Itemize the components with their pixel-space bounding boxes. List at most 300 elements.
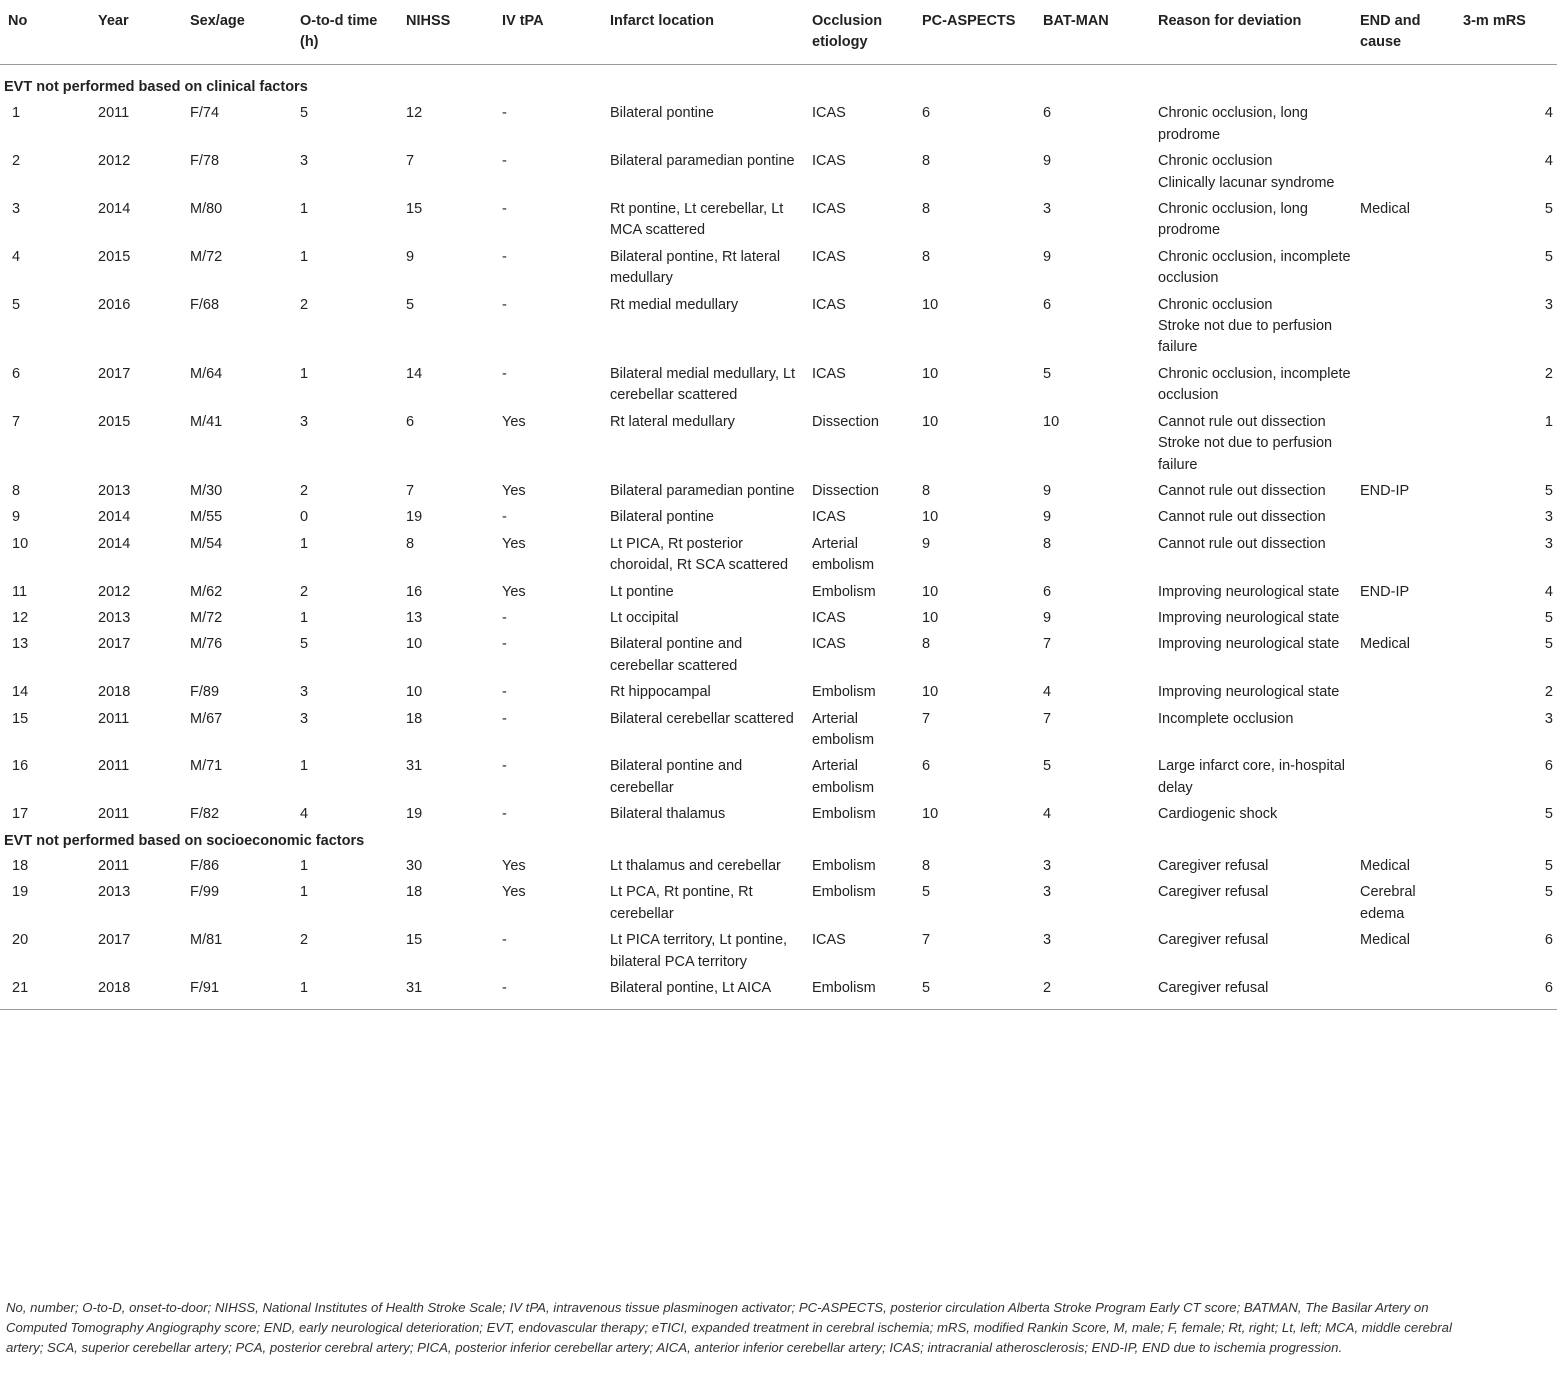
table-row: [0, 507, 1557, 533]
header-row: [0, 0, 1557, 65]
cell-etiology: Arterial embolism: [812, 710, 875, 748]
cell-mrs: 3: [1544, 710, 1553, 727]
cell-end: END-IP: [1360, 583, 1410, 600]
cell-infarct: Rt lateral medullary: [610, 413, 735, 430]
cell-reason: Improving neurological state: [1158, 636, 1340, 653]
cell-iv-tpa: -: [502, 105, 507, 122]
cell-etiology: ICAS: [812, 932, 846, 949]
cell-etiology: ICAS: [812, 296, 846, 313]
cell-pc-aspects: 6: [922, 758, 931, 775]
cell-sex-age: M/67: [190, 710, 223, 727]
cell-reason: Cannot rule out dissection: [1158, 509, 1326, 526]
cell-end: Medical: [1360, 636, 1410, 653]
cell-otd: 3: [300, 710, 309, 727]
cell-reason: Incomplete occlusion: [1158, 710, 1294, 727]
cell-etiology: Arterial embolism: [812, 758, 875, 796]
cell-otd: 0: [300, 509, 309, 526]
cell-otd: 2: [300, 932, 309, 949]
cell-year: 2014: [98, 509, 131, 526]
col-header-otd: O-to-d time (h): [296, 0, 402, 65]
cell-reason: Improving neurological state: [1158, 684, 1340, 701]
cell-etiology: ICAS: [812, 105, 846, 122]
cell-mrs: 5: [1544, 482, 1553, 499]
cell-etiology: ICAS: [812, 153, 846, 170]
cell-year: 2011: [98, 858, 130, 874]
cell-nihss: 7: [406, 482, 415, 499]
cell-nihss: 30: [406, 858, 423, 874]
cell-iv-tpa: -: [502, 365, 507, 382]
cell-infarct: Bilateral medial medullary, Lt cerebellar scattered: [610, 365, 796, 404]
cell-otd: 2: [300, 583, 309, 600]
cell-nihss: 6: [406, 413, 415, 430]
cell-sex-age: F/68: [190, 296, 220, 313]
cell-no: 13: [12, 636, 29, 653]
cell-no: 6: [12, 365, 21, 382]
cell-no: 7: [12, 413, 21, 430]
table-row: [0, 103, 1557, 151]
cell-year: 2018: [94, 978, 186, 1010]
cell-sex-age: M/71: [190, 758, 223, 775]
cell-mrs: 6: [1459, 978, 1557, 1010]
cell-otd: 5: [300, 105, 309, 122]
table-row: [0, 608, 1557, 634]
cell-sex-age: M/80: [190, 201, 223, 218]
cell-pc-aspects: 5: [922, 884, 931, 901]
table-row: [0, 199, 1557, 247]
cell-nihss: 16: [406, 583, 423, 600]
cell-mrs: 5: [1544, 636, 1553, 653]
table-row: [0, 247, 1557, 295]
cell-sex-age: M/72: [190, 248, 223, 265]
cell-year: 2013: [98, 609, 131, 626]
cell-year: 2015: [98, 413, 131, 430]
cell-nihss: 31: [406, 758, 423, 775]
cell-iv-tpa: Yes: [502, 482, 526, 499]
col-header-no: No: [0, 0, 94, 65]
cell-end: Medical: [1360, 201, 1410, 218]
cell-no: 11: [12, 583, 28, 600]
cell-pc-aspects: 7: [922, 710, 931, 727]
cell-sex-age: M/72: [190, 609, 223, 626]
table-row: [0, 634, 1557, 682]
cell-otd: 1: [300, 858, 309, 874]
cell-batman: 10: [1043, 413, 1060, 430]
cell-batman: 7: [1043, 636, 1052, 653]
cell-reason: Chronic occlusion, long prodrome: [1158, 105, 1308, 143]
section-row: [0, 65, 1557, 104]
cell-iv-tpa: -: [502, 684, 507, 701]
col-header-sex-age: Sex/age: [186, 0, 296, 65]
cell-sex-age: M/55: [190, 509, 223, 526]
cell-batman: 9: [1043, 509, 1052, 526]
cell-pc-aspects: 10: [922, 365, 939, 382]
cell-sex-age: M/30: [190, 482, 223, 499]
cell-reason: Chronic occlusion, long prodrome: [1158, 201, 1308, 239]
cell-batman: 6: [1043, 583, 1052, 600]
cell-pc-aspects: 8: [922, 248, 931, 265]
table-row: [0, 582, 1557, 608]
cell-year: 2018: [98, 684, 131, 701]
cell-etiology: Embolism: [808, 978, 918, 1010]
cell-batman: 5: [1043, 365, 1052, 382]
cell-end: [1356, 534, 1459, 582]
cell-etiology: Dissection: [812, 413, 879, 430]
cell-otd: 1: [300, 248, 309, 265]
cell-otd: 1: [300, 758, 309, 775]
table-row: [0, 978, 1557, 1010]
cell-nihss: 31: [402, 978, 498, 1010]
cell-no: 15: [12, 710, 29, 727]
table-row: [0, 856, 1557, 882]
cell-year: 2011: [98, 105, 130, 122]
cell-infarct: Bilateral paramedian pontine: [610, 482, 795, 499]
cell-year: 2015: [98, 248, 131, 265]
cell-end: [1356, 682, 1459, 708]
cell-otd: 1: [296, 978, 402, 1010]
cell-end: [1356, 709, 1459, 757]
cell-iv-tpa: Yes: [502, 413, 526, 430]
cell-infarct: Bilateral paramedian pontine: [610, 153, 795, 170]
cell-end: [1356, 247, 1459, 295]
cell-batman: 8: [1043, 535, 1052, 552]
cell-mrs: 4: [1544, 153, 1553, 170]
cell-nihss: 10: [406, 684, 423, 701]
cell-mrs: 4: [1544, 105, 1553, 122]
cell-iv-tpa: -: [502, 153, 507, 170]
cell-iv-tpa: -: [502, 248, 507, 265]
cell-batman: 6: [1043, 105, 1052, 122]
cell-mrs: 1: [1544, 413, 1553, 430]
cell-no: 14: [12, 684, 29, 701]
cell-year: 2017: [98, 636, 131, 653]
cell-etiology: Embolism: [812, 884, 876, 901]
cell-no: 4: [12, 248, 21, 265]
cell-batman: 2: [1039, 978, 1154, 1010]
cell-infarct: Lt PCA, Rt pontine, Rt cerebellar: [610, 884, 753, 922]
cell-batman: 3: [1043, 201, 1052, 218]
cell-otd: 1: [300, 535, 309, 552]
cell-mrs: 2: [1544, 365, 1553, 382]
section-heading-clinical: EVT not performed based on clinical factors: [4, 79, 308, 95]
cell-year: 2016: [98, 296, 131, 313]
cell-year: 2014: [98, 201, 131, 218]
cell-end: Medical: [1360, 858, 1410, 874]
cell-reason: Cardiogenic shock: [1158, 806, 1278, 823]
cell-batman: 9: [1043, 609, 1052, 626]
cell-pc-aspects: 8: [922, 201, 931, 218]
cell-mrs: 3: [1544, 296, 1553, 313]
cell-infarct: Lt PICA territory, Lt pontine, bilateral PCA territory: [610, 932, 788, 970]
section-row: [0, 831, 1557, 856]
cell-etiology: ICAS: [812, 201, 846, 218]
cell-iv-tpa: Yes: [502, 884, 526, 901]
cell-reason: Cannot rule out dissection: [1158, 535, 1326, 552]
cell-year: 2017: [98, 932, 131, 949]
table-row: [0, 364, 1557, 412]
cell-iv-tpa: Yes: [502, 535, 526, 552]
cell-end: [1356, 364, 1459, 412]
cell-no: 3: [12, 201, 21, 218]
cell-sex-age: M/81: [190, 932, 223, 949]
cell-end: [1356, 756, 1459, 804]
cell-end: [1356, 978, 1459, 1010]
cell-otd: 1: [300, 884, 309, 901]
cell-pc-aspects: 10: [922, 296, 939, 313]
cell-infarct: Rt medial medullary: [610, 296, 739, 313]
cell-no: 18: [12, 858, 29, 874]
cell-iv-tpa: -: [502, 296, 507, 313]
col-header-pc-aspects: PC-ASPECTS: [918, 0, 1039, 65]
cell-nihss: 5: [406, 296, 415, 313]
cell-iv-tpa: -: [502, 201, 507, 218]
cell-infarct: Bilateral pontine and cerebellar scattered: [610, 636, 743, 674]
cell-reason: Chronic occlusion, incomplete occlusion: [1158, 248, 1351, 287]
cell-pc-aspects: 10: [922, 509, 939, 526]
cell-no: 8: [12, 482, 21, 499]
section-heading-socioeconomic: EVT not performed based on socioeconomic factors: [4, 832, 365, 849]
table-row: [0, 804, 1557, 830]
cell-batman: 9: [1043, 248, 1052, 265]
cell-infarct: Rt hippocampal: [610, 684, 711, 701]
col-header-batman: BAT-MAN: [1039, 0, 1154, 65]
cell-sex-age: F/78: [190, 153, 220, 170]
cell-sex-age: M/64: [190, 365, 223, 382]
cell-year: 2012: [98, 153, 131, 170]
cell-iv-tpa: -: [502, 806, 507, 823]
cell-no: 17: [12, 806, 29, 823]
cell-end: [1356, 151, 1459, 199]
cell-reason: Large infarct core, in-hospital delay: [1158, 758, 1345, 796]
cell-end: Cerebral edema: [1360, 884, 1416, 922]
cell-reason: Chronic occlusion, incomplete occlusion: [1158, 365, 1351, 404]
cell-nihss: 13: [406, 609, 423, 626]
cell-etiology: ICAS: [812, 609, 846, 626]
cell-pc-aspects: 10: [922, 684, 939, 701]
table-row: [0, 756, 1557, 804]
cell-pc-aspects: 10: [922, 609, 939, 626]
cell-nihss: 9: [406, 248, 415, 265]
cell-etiology: ICAS: [812, 636, 846, 653]
cell-nihss: 18: [406, 710, 423, 727]
cell-batman: 5: [1043, 758, 1052, 775]
cell-reason: Cannot rule out dissection Stroke not due to perfusion failure: [1158, 413, 1333, 473]
cell-year: 2012: [98, 583, 131, 600]
col-header-mrs: 3-m mRS: [1459, 0, 1557, 65]
cell-etiology: Dissection: [812, 482, 879, 499]
cell-etiology: ICAS: [812, 365, 846, 382]
cell-otd: 2: [300, 482, 309, 499]
col-header-year: Year: [94, 0, 186, 65]
cell-mrs: 3: [1544, 509, 1553, 526]
table-row: [0, 682, 1557, 708]
cell-pc-aspects: 10: [922, 583, 939, 600]
cell-batman: 4: [1043, 684, 1052, 701]
cell-infarct: Lt pontine: [610, 583, 674, 600]
cell-mrs: 5: [1544, 609, 1553, 626]
cell-batman: 3: [1043, 858, 1052, 874]
cell-etiology: Arterial embolism: [812, 535, 875, 574]
table-row: [0, 151, 1557, 199]
cell-nihss: 7: [406, 153, 415, 170]
table-row: [0, 709, 1557, 757]
cell-mrs: 4: [1544, 583, 1553, 600]
cell-pc-aspects: 8: [922, 482, 931, 499]
cell-batman: 9: [1043, 153, 1052, 170]
cell-sex-age: F/74: [190, 105, 220, 122]
cell-mrs: 5: [1544, 858, 1553, 874]
cell-no: 9: [12, 509, 21, 526]
cell-year: 2011: [98, 758, 130, 775]
cell-infarct: Rt pontine, Lt cerebellar, Lt MCA scattered: [610, 201, 784, 239]
cell-mrs: 5: [1544, 248, 1553, 265]
table-row: [0, 412, 1557, 481]
cell-iv-tpa: -: [502, 636, 507, 653]
cell-batman: 7: [1043, 710, 1052, 727]
cell-iv-tpa: Yes: [502, 858, 526, 874]
cell-nihss: 19: [406, 806, 423, 823]
cell-reason: Chronic occlusion Clinically lacunar syndrome: [1158, 153, 1335, 191]
cell-end: [1356, 804, 1459, 830]
cell-otd: 1: [300, 609, 309, 626]
cell-nihss: 15: [406, 201, 423, 218]
cell-pc-aspects: 8: [922, 636, 931, 653]
cell-no: 21: [0, 978, 94, 1010]
cell-reason: Caregiver refusal: [1158, 884, 1269, 901]
cell-no: 19: [12, 884, 29, 901]
cell-nihss: 12: [406, 105, 423, 122]
cell-infarct: Lt occipital: [610, 609, 679, 626]
cell-pc-aspects: 5: [918, 978, 1039, 1010]
cell-pc-aspects: 10: [922, 806, 939, 823]
cell-infarct: Bilateral pontine, Lt AICA: [606, 978, 808, 1010]
table-row: [0, 534, 1557, 582]
cell-reason: Chronic occlusion Stroke not due to perfusion failure: [1158, 296, 1333, 356]
cell-etiology: ICAS: [812, 509, 846, 526]
table-footnote: No, number; O-to-D, onset-to-door; NIHSS, National Institutes of Health Stroke Scale; IV tPA, intravenous tissue plasminogen activator; PC-ASPECTS, posterior circulation Alberta Stroke Program Early CT score; BATMAN, The Basilar Artery on Computed Tomography Angiography score; END, early neurological deterioration; EVT, endovascular therapy; eTICI, expanded treatment in cerebral ischemia; mRS, modified Rankin Score, M, male; F, female; Rt, right; Lt, left; MCA, middle cerebral artery; SCA, superior cerebellar artery; PCA, posterior cerebral artery; PICA, posterior inferior cerebellar artery; AICA, anterior inferior cerebellar artery; ICAS; intracranial atherosclerosis; END-IP, END due to ischemia progression.: [6, 1300, 1452, 1355]
col-header-end: END and cause: [1356, 0, 1459, 65]
cell-reason: Improving neurological state: [1158, 609, 1340, 626]
table-row: [0, 481, 1557, 507]
table-body: [0, 65, 1557, 1010]
col-header-iv-tpa: IV tPA: [498, 0, 606, 65]
cell-mrs: 5: [1544, 201, 1553, 218]
cell-mrs: 5: [1544, 806, 1553, 823]
cell-sex-age: F/89: [190, 684, 220, 701]
cell-iv-tpa: -: [502, 710, 507, 727]
col-header-infarct: Infarct location: [606, 0, 808, 65]
cell-batman: 6: [1043, 296, 1052, 313]
cell-otd: 5: [300, 636, 309, 653]
table-row: [0, 882, 1557, 930]
cell-mrs: 6: [1544, 758, 1553, 775]
cell-end: [1356, 608, 1459, 634]
cell-year: 2014: [98, 535, 131, 552]
cell-infarct: Lt thalamus and cerebellar: [610, 858, 781, 874]
cell-otd: 4: [300, 806, 309, 823]
cell-infarct: Bilateral pontine and cerebellar: [610, 758, 743, 796]
cell-no: 5: [12, 296, 21, 313]
cell-sex-age: F/82: [190, 806, 220, 823]
cell-year: 2017: [98, 365, 131, 382]
cell-pc-aspects: 9: [922, 535, 931, 552]
cell-batman: 9: [1043, 482, 1052, 499]
cell-iv-tpa: -: [502, 509, 507, 526]
cell-infarct: Bilateral pontine, Rt lateral medullary: [610, 248, 781, 287]
cell-no: 1: [12, 105, 21, 122]
cell-batman: 4: [1043, 806, 1052, 823]
cell-otd: 1: [300, 201, 309, 218]
table-row: [0, 295, 1557, 364]
cell-iv-tpa: -: [502, 758, 507, 775]
cell-year: 2011: [98, 806, 130, 823]
cell-pc-aspects: 10: [922, 413, 939, 430]
cell-sex-age: M/54: [190, 535, 223, 552]
cell-infarct: Bilateral thalamus: [610, 806, 726, 823]
cell-year: 2013: [98, 482, 131, 499]
cell-end: [1356, 507, 1459, 533]
cell-end: [1356, 295, 1459, 364]
cell-mrs: 5: [1544, 884, 1553, 901]
cell-batman: 3: [1043, 932, 1052, 949]
cell-etiology: Embolism: [812, 684, 876, 701]
cell-batman: 3: [1043, 884, 1052, 901]
cell-etiology: Embolism: [812, 858, 876, 874]
cell-etiology: ICAS: [812, 248, 846, 265]
cell-infarct: Lt PICA, Rt posterior choroidal, Rt SCA scattered: [610, 535, 789, 574]
cell-mrs: 3: [1544, 535, 1553, 552]
cell-end: END-IP: [1360, 482, 1410, 499]
cell-iv-tpa: Yes: [502, 583, 526, 600]
cell-no: 2: [12, 153, 21, 170]
cell-no: 16: [12, 758, 29, 775]
cell-pc-aspects: 7: [922, 932, 931, 949]
cell-reason: Cannot rule out dissection: [1158, 482, 1326, 499]
cell-sex-age: F/91: [186, 978, 296, 1010]
cell-nihss: 8: [406, 535, 415, 552]
cell-otd: 3: [300, 153, 309, 170]
cell-sex-age: F/99: [190, 884, 220, 901]
cell-pc-aspects: 8: [922, 153, 931, 170]
cell-pc-aspects: 6: [922, 105, 931, 122]
cell-no: 12: [12, 609, 29, 626]
table-row: [0, 930, 1557, 978]
cell-iv-tpa: -: [502, 609, 507, 626]
cell-nihss: 19: [406, 509, 423, 526]
cell-reason: Caregiver refusal: [1158, 858, 1269, 874]
cell-etiology: Embolism: [812, 583, 876, 600]
cell-no: 20: [12, 932, 29, 949]
cell-otd: 3: [300, 684, 309, 701]
cell-sex-age: F/86: [190, 858, 220, 874]
col-header-nihss: NIHSS: [402, 0, 498, 65]
cell-end: [1356, 412, 1459, 481]
cell-no: 10: [12, 535, 29, 552]
cell-sex-age: M/62: [190, 583, 223, 600]
cell-nihss: 14: [406, 365, 423, 382]
cell-iv-tpa: -: [502, 932, 507, 949]
cell-otd: 2: [300, 296, 309, 313]
cell-mrs: 6: [1544, 932, 1553, 949]
cell-nihss: 10: [406, 636, 423, 653]
cell-sex-age: M/41: [190, 413, 223, 430]
col-header-etiology: Occlusion etiology: [808, 0, 918, 65]
cell-infarct: Bilateral pontine: [610, 105, 714, 122]
cell-nihss: 18: [406, 884, 423, 901]
cell-etiology: Embolism: [812, 806, 876, 823]
cell-year: 2011: [98, 710, 130, 727]
cell-sex-age: M/76: [190, 636, 223, 653]
cell-reason: Caregiver refusal: [1158, 932, 1269, 949]
